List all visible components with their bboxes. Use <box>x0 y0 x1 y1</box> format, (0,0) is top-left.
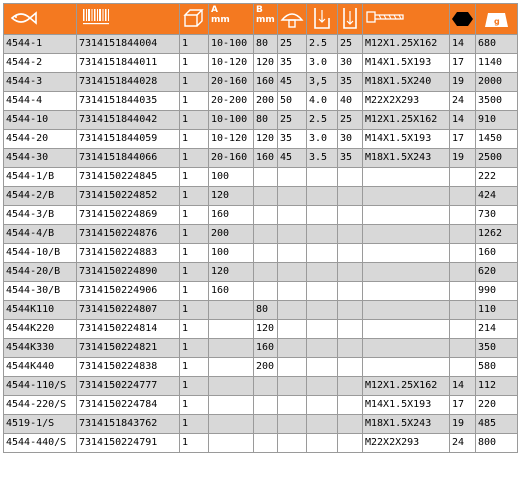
table-row <box>4 225 518 244</box>
jaw-depth-cell <box>307 282 338 301</box>
a-mm-cell: 10-120 <box>209 130 254 149</box>
product-spec-table <box>3 3 518 453</box>
spindle-cell <box>363 225 450 244</box>
package-qty-cell: 1 <box>180 244 209 263</box>
package-qty-cell: 1 <box>180 434 209 453</box>
weight-cell: 220 <box>476 396 518 415</box>
jaw-opening-cell: 35 <box>338 73 363 92</box>
jaw-depth-cell: 3,5 <box>307 73 338 92</box>
screw-icon <box>363 4 449 33</box>
item-number-cell: 4544-3 <box>4 73 77 92</box>
jaw-opening-cell <box>338 263 363 282</box>
ean-cell: 7314151844028 <box>77 73 180 92</box>
pad-cell <box>278 358 307 377</box>
item-number-cell: 4544-2/B <box>4 187 77 206</box>
a-mm-cell <box>209 415 254 434</box>
spindle-cell: M14X1.5X193 <box>363 130 450 149</box>
b-mm-cell: 200 <box>254 92 278 111</box>
item-number-cell: 4544-10/B <box>4 244 77 263</box>
b-mm-cell: 80 <box>254 111 278 130</box>
a-mm-cell <box>209 301 254 320</box>
table-row <box>4 282 518 301</box>
weight-cell: 2500 <box>476 149 518 168</box>
spindle-cell <box>363 206 450 225</box>
package-qty-cell: 1 <box>180 54 209 73</box>
ean-cell: 7314150224784 <box>77 396 180 415</box>
b-mm-cell <box>254 187 278 206</box>
item-number-cell: 4544K330 <box>4 339 77 358</box>
jaw-opening-cell: 35 <box>338 149 363 168</box>
b-mm-cell <box>254 377 278 396</box>
package-qty-cell: 1 <box>180 377 209 396</box>
table-row <box>4 415 518 434</box>
item-number-cell: 4544-220/S <box>4 396 77 415</box>
b-mm-cell: 200 <box>254 358 278 377</box>
jaw-opening-cell: 25 <box>338 111 363 130</box>
package-qty-cell: 1 <box>180 301 209 320</box>
jaw-depth-cell <box>307 301 338 320</box>
jaw-depth-cell <box>307 320 338 339</box>
barcode-icon <box>77 4 177 33</box>
jaw-opening-cell <box>338 377 363 396</box>
spindle-cell <box>363 187 450 206</box>
pad-icon <box>278 4 306 33</box>
weight-cell: 485 <box>476 415 518 434</box>
b-mm-cell: 120 <box>254 130 278 149</box>
pad-cell <box>278 282 307 301</box>
weight-cell: 160 <box>476 244 518 263</box>
header-hex <box>450 4 476 35</box>
header-package-qty <box>180 4 209 35</box>
pad-cell <box>278 263 307 282</box>
item-number-cell: 4544K220 <box>4 320 77 339</box>
spindle-cell: M12X1.25X162 <box>363 111 450 130</box>
b-mm-cell <box>254 263 278 282</box>
item-number-cell: 4544-20 <box>4 130 77 149</box>
package-qty-cell: 1 <box>180 396 209 415</box>
spindle-cell <box>363 320 450 339</box>
jaw-opening-cell: 40 <box>338 92 363 111</box>
hex-size-cell: 19 <box>450 149 476 168</box>
hex-size-cell: 17 <box>450 130 476 149</box>
b-mm-cell: 120 <box>254 54 278 73</box>
pad-cell: 35 <box>278 54 307 73</box>
header-jaw-depth-2 <box>338 4 363 35</box>
fish-icon <box>4 4 74 33</box>
b-mm-cell: 80 <box>254 301 278 320</box>
package-qty-cell: 1 <box>180 130 209 149</box>
pad-cell: 25 <box>278 111 307 130</box>
jaw-depth-cell <box>307 187 338 206</box>
header-spindle <box>363 4 450 35</box>
hex-size-cell: 17 <box>450 396 476 415</box>
package-qty-cell: 1 <box>180 35 209 54</box>
table-row <box>4 396 518 415</box>
weight-cell: 214 <box>476 320 518 339</box>
table-row <box>4 358 518 377</box>
jaw-depth-cell <box>307 225 338 244</box>
weight-cell: 680 <box>476 35 518 54</box>
pad-cell <box>278 225 307 244</box>
item-number-cell: 4519-1/S <box>4 415 77 434</box>
spindle-cell: M12X1.25X162 <box>363 35 450 54</box>
item-number-cell: 4544-10 <box>4 111 77 130</box>
b-mm-cell <box>254 415 278 434</box>
a-mm-cell <box>209 434 254 453</box>
header-weight <box>476 4 518 35</box>
jaw-depth-cell <box>307 168 338 187</box>
jaw-opening-cell <box>338 187 363 206</box>
a-mm-cell: 200 <box>209 225 254 244</box>
ean-cell: 7314150224852 <box>77 187 180 206</box>
package-qty-cell: 1 <box>180 282 209 301</box>
jaw-depth-cell <box>307 396 338 415</box>
header-col-b-letter: B <box>256 5 263 15</box>
weight-cell: 350 <box>476 339 518 358</box>
hex-size-cell: 24 <box>450 434 476 453</box>
table-row <box>4 301 518 320</box>
item-number-cell: 4544K110 <box>4 301 77 320</box>
table-row <box>4 434 518 453</box>
package-qty-cell: 1 <box>180 206 209 225</box>
jaw-depth-cell <box>307 415 338 434</box>
jaw-opening-cell <box>338 358 363 377</box>
hex-size-cell: 19 <box>450 73 476 92</box>
weight-cell: 580 <box>476 358 518 377</box>
ean-cell: 7314151844066 <box>77 149 180 168</box>
svg-text:g: g <box>494 17 500 26</box>
package-qty-cell: 1 <box>180 225 209 244</box>
a-mm-cell: 160 <box>209 206 254 225</box>
weight-cell: 1140 <box>476 54 518 73</box>
header-col-b-unit: mm <box>256 15 275 25</box>
jaw-depth-cell <box>307 358 338 377</box>
package-qty-cell: 1 <box>180 320 209 339</box>
pad-cell <box>278 339 307 358</box>
item-number-cell: 4544-4 <box>4 92 77 111</box>
ean-cell: 7314150224791 <box>77 434 180 453</box>
ean-cell: 7314150224845 <box>77 168 180 187</box>
b-mm-cell: 160 <box>254 339 278 358</box>
header-col-a-letter: A <box>211 5 218 15</box>
jaw-depth-cell <box>307 434 338 453</box>
table-row <box>4 377 518 396</box>
ean-cell: 7314150224807 <box>77 301 180 320</box>
a-mm-cell: 100 <box>209 244 254 263</box>
item-number-cell: 4544-1/B <box>4 168 77 187</box>
package-qty-cell: 1 <box>180 339 209 358</box>
spindle-cell: M22X2X293 <box>363 92 450 111</box>
hex-size-cell <box>450 206 476 225</box>
weight-cell: 110 <box>476 301 518 320</box>
header-col-a <box>209 4 254 35</box>
table-row <box>4 73 518 92</box>
header-col-b <box>254 4 278 35</box>
ean-cell: 7314150224883 <box>77 244 180 263</box>
a-mm-cell: 100 <box>209 168 254 187</box>
table-row <box>4 35 518 54</box>
package-qty-cell: 1 <box>180 168 209 187</box>
jaw-depth-cell <box>307 263 338 282</box>
pad-cell <box>278 168 307 187</box>
pad-cell <box>278 320 307 339</box>
a-mm-cell: 20-160 <box>209 149 254 168</box>
jaw-opening-cell <box>338 415 363 434</box>
package-qty-cell: 1 <box>180 415 209 434</box>
jaw-opening-cell: 30 <box>338 54 363 73</box>
spindle-cell: M22X2X293 <box>363 434 450 453</box>
table-row <box>4 130 518 149</box>
item-number-cell: 4544K440 <box>4 358 77 377</box>
pad-cell <box>278 396 307 415</box>
hex-size-cell <box>450 339 476 358</box>
table-body <box>4 35 518 453</box>
a-mm-cell: 10-120 <box>209 54 254 73</box>
hex-size-cell <box>450 358 476 377</box>
b-mm-cell: 80 <box>254 35 278 54</box>
item-number-cell: 4544-110/S <box>4 377 77 396</box>
spindle-cell: M18X1.5X243 <box>363 415 450 434</box>
jaw-opening-cell <box>338 301 363 320</box>
spindle-cell <box>363 358 450 377</box>
spindle-cell: M14X1.5X193 <box>363 396 450 415</box>
spindle-cell <box>363 263 450 282</box>
table-row <box>4 244 518 263</box>
weight-cell: 222 <box>476 168 518 187</box>
jaw-opening-cell: 30 <box>338 130 363 149</box>
jaw-depth-cell: 4.0 <box>307 92 338 111</box>
package-qty-cell: 1 <box>180 149 209 168</box>
ean-cell: 7314150224876 <box>77 225 180 244</box>
hex-size-cell <box>450 301 476 320</box>
item-number-cell: 4544-20/B <box>4 263 77 282</box>
b-mm-cell <box>254 244 278 263</box>
ean-cell: 7314150224890 <box>77 263 180 282</box>
pad-cell <box>278 415 307 434</box>
table-row <box>4 92 518 111</box>
pad-cell: 25 <box>278 35 307 54</box>
jaw-depth-cell <box>307 339 338 358</box>
weight-cell: 800 <box>476 434 518 453</box>
jaw-opening-cell <box>338 282 363 301</box>
package-qty-cell: 1 <box>180 92 209 111</box>
ean-cell: 7314150224821 <box>77 339 180 358</box>
ean-cell: 7314150224777 <box>77 377 180 396</box>
item-number-cell: 4544-3/B <box>4 206 77 225</box>
a-mm-cell <box>209 396 254 415</box>
spindle-cell <box>363 301 450 320</box>
weight-cell: 730 <box>476 206 518 225</box>
table-row <box>4 54 518 73</box>
table-row <box>4 339 518 358</box>
jaw-depth-cell: 2.5 <box>307 111 338 130</box>
weight-cell: 1262 <box>476 225 518 244</box>
item-number-cell: 4544-1 <box>4 35 77 54</box>
weight-cell: 1450 <box>476 130 518 149</box>
pad-cell <box>278 187 307 206</box>
jaw-opening-cell <box>338 168 363 187</box>
ean-cell: 7314151844011 <box>77 54 180 73</box>
ean-cell: 7314150224814 <box>77 320 180 339</box>
a-mm-cell: 120 <box>209 187 254 206</box>
header-row <box>4 4 518 35</box>
hex-size-cell <box>450 244 476 263</box>
a-mm-cell: 160 <box>209 282 254 301</box>
b-mm-cell <box>254 225 278 244</box>
header-jaw-depth-1 <box>307 4 338 35</box>
hex-size-cell <box>450 263 476 282</box>
item-number-cell: 4544-30/B <box>4 282 77 301</box>
table-row <box>4 168 518 187</box>
weight-cell: 424 <box>476 187 518 206</box>
package-qty-cell: 1 <box>180 111 209 130</box>
ean-cell: 7314151844035 <box>77 92 180 111</box>
weight-cell: 3500 <box>476 92 518 111</box>
spindle-cell: M14X1.5X193 <box>363 54 450 73</box>
spindle-cell <box>363 244 450 263</box>
package-qty-cell: 1 <box>180 358 209 377</box>
ean-cell: 7314151844042 <box>77 111 180 130</box>
b-mm-cell <box>254 434 278 453</box>
jaw-depth-cell <box>307 244 338 263</box>
ean-cell: 7314150224906 <box>77 282 180 301</box>
pad-cell <box>278 206 307 225</box>
ean-cell: 7314150224838 <box>77 358 180 377</box>
package-qty-cell: 1 <box>180 187 209 206</box>
hex-size-cell <box>450 320 476 339</box>
header-item-number <box>4 4 77 35</box>
item-number-cell: 4544-4/B <box>4 225 77 244</box>
hex-size-cell: 17 <box>450 54 476 73</box>
table-row <box>4 187 518 206</box>
jaw-opening-cell <box>338 320 363 339</box>
a-mm-cell <box>209 377 254 396</box>
package-qty-cell: 1 <box>180 73 209 92</box>
hex-size-cell <box>450 282 476 301</box>
b-mm-cell: 160 <box>254 149 278 168</box>
hex-size-cell: 19 <box>450 415 476 434</box>
pad-cell: 50 <box>278 92 307 111</box>
a-mm-cell: 120 <box>209 263 254 282</box>
item-number-cell: 4544-2 <box>4 54 77 73</box>
pad-cell: 35 <box>278 130 307 149</box>
jaw-depth-cell: 3.0 <box>307 54 338 73</box>
jaw-depth-icon <box>338 4 362 33</box>
jaw-opening-cell <box>338 339 363 358</box>
a-mm-cell: 20-160 <box>209 73 254 92</box>
a-mm-cell <box>209 339 254 358</box>
table-row <box>4 263 518 282</box>
jaw-opening-cell: 25 <box>338 35 363 54</box>
hex-size-cell: 14 <box>450 35 476 54</box>
jaw-depth-cell: 3.0 <box>307 130 338 149</box>
hex-size-cell: 24 <box>450 92 476 111</box>
jaw-opening-cell <box>338 225 363 244</box>
hex-size-cell <box>450 168 476 187</box>
table-row <box>4 111 518 130</box>
pad-cell <box>278 244 307 263</box>
spindle-cell <box>363 282 450 301</box>
b-mm-cell: 120 <box>254 320 278 339</box>
hex-size-cell: 14 <box>450 111 476 130</box>
spindle-cell: M12X1.25X162 <box>363 377 450 396</box>
b-mm-cell: 160 <box>254 73 278 92</box>
jaw-depth-cell <box>307 206 338 225</box>
pad-cell: 45 <box>278 149 307 168</box>
ean-cell: 7314151843762 <box>77 415 180 434</box>
pad-cell <box>278 434 307 453</box>
item-number-cell: 4544-30 <box>4 149 77 168</box>
spindle-cell: M18X1.5X240 <box>363 73 450 92</box>
weight-cell: 910 <box>476 111 518 130</box>
b-mm-cell <box>254 168 278 187</box>
pad-cell <box>278 301 307 320</box>
hex-nut-icon <box>450 4 475 33</box>
pad-cell <box>278 377 307 396</box>
jaw-opening-cell <box>338 244 363 263</box>
a-mm-cell: 10-100 <box>209 111 254 130</box>
jaw-opening-cell <box>338 434 363 453</box>
spindle-cell: M18X1.5X243 <box>363 149 450 168</box>
ean-cell: 7314151844004 <box>77 35 180 54</box>
b-mm-cell <box>254 282 278 301</box>
jaw-opening-cell <box>338 206 363 225</box>
header-pad <box>278 4 307 35</box>
b-mm-cell <box>254 396 278 415</box>
header-col-a-unit: mm <box>211 15 230 25</box>
a-mm-cell: 20-200 <box>209 92 254 111</box>
packaging-box-icon <box>180 4 208 33</box>
table-row <box>4 320 518 339</box>
pad-cell: 45 <box>278 73 307 92</box>
weight-cell: 2000 <box>476 73 518 92</box>
jaw-depth-cell: 3.5 <box>307 149 338 168</box>
jaw-opening-cell <box>338 396 363 415</box>
table-row <box>4 206 518 225</box>
a-mm-cell <box>209 358 254 377</box>
ean-cell: 7314151844059 <box>77 130 180 149</box>
b-mm-cell <box>254 206 278 225</box>
a-mm-cell <box>209 320 254 339</box>
item-number-cell: 4544-440/S <box>4 434 77 453</box>
weight-icon <box>476 4 517 33</box>
spindle-cell <box>363 168 450 187</box>
jaw-depth-icon <box>307 4 337 33</box>
hex-size-cell <box>450 187 476 206</box>
weight-cell: 112 <box>476 377 518 396</box>
ean-cell: 7314150224869 <box>77 206 180 225</box>
hex-size-cell <box>450 225 476 244</box>
hex-size-cell: 14 <box>450 377 476 396</box>
weight-cell: 620 <box>476 263 518 282</box>
spec-table-container <box>3 3 518 453</box>
a-mm-cell: 10-100 <box>209 35 254 54</box>
jaw-depth-cell: 2.5 <box>307 35 338 54</box>
package-qty-cell: 1 <box>180 263 209 282</box>
weight-cell: 990 <box>476 282 518 301</box>
header-ean <box>77 4 180 35</box>
table-row <box>4 149 518 168</box>
jaw-depth-cell <box>307 377 338 396</box>
spindle-cell <box>363 339 450 358</box>
